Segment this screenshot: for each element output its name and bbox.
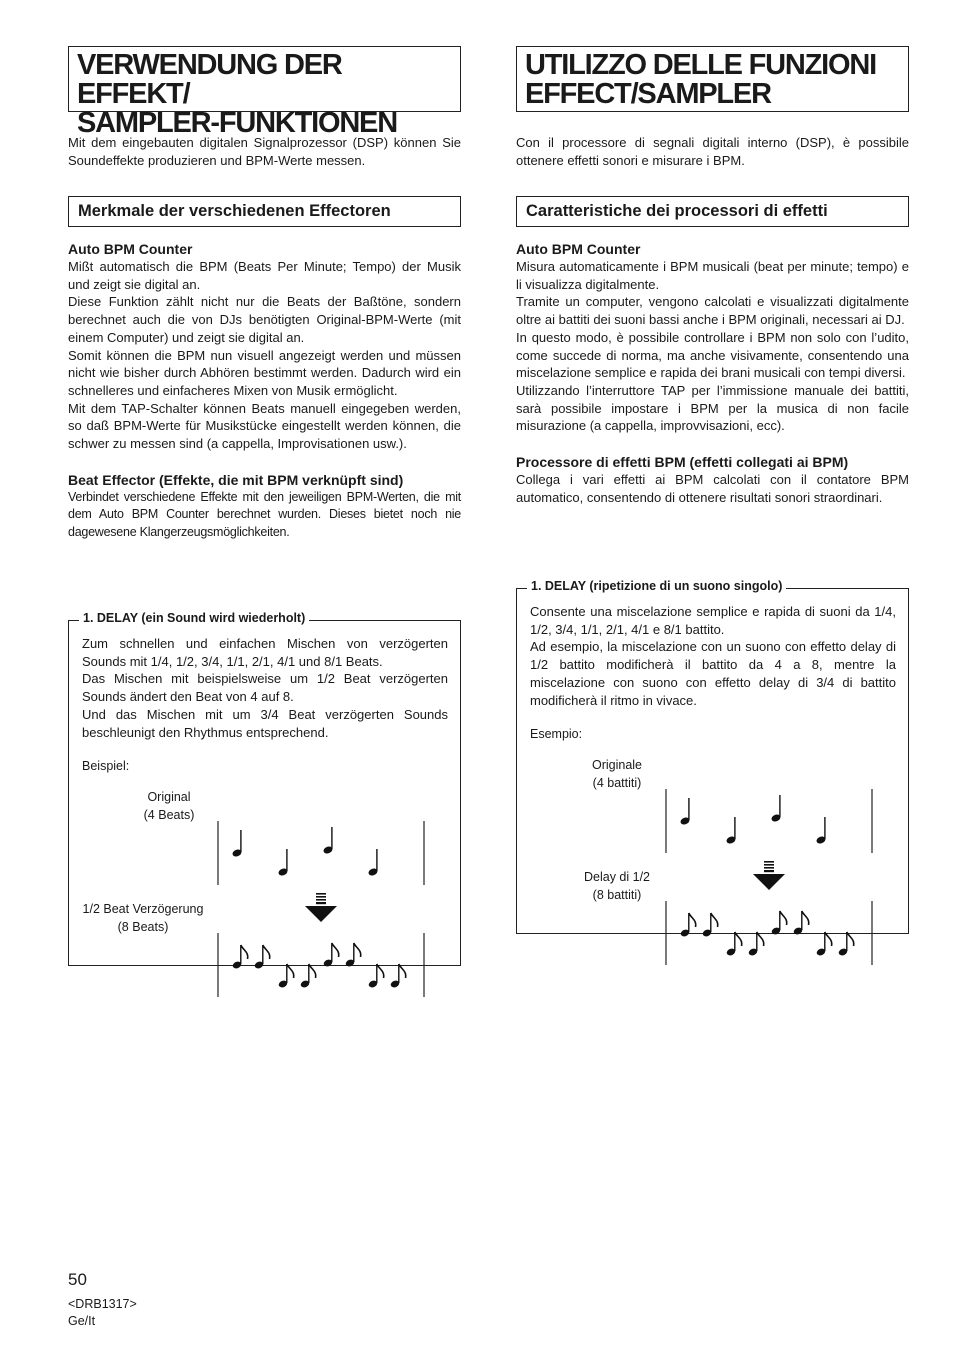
paragraph: In questo modo, è possibile controllare i BPM non solo con l’udito, come succede di norma, ma anche visivamente, consentendo una miscelazione semplice e rapida dei brani musicali con tempi diversi.: [516, 329, 909, 381]
quarter-note-icon: [679, 798, 690, 826]
paragraph: Diese Funktion zählt nicht nur die Beats der Baßtöne, sondern berechnet auch die von DJs benötigten Original-BPM-Werte (mit einem Computer) und zeigt sie digital an.: [68, 294, 461, 345]
box-title: 1. DELAY (ripetizione di un suono singolo): [527, 579, 786, 593]
beat-effector-heading: Beat Effector (Effekte, die mit BPM verknüpft sind): [68, 471, 404, 488]
section-body: [68, 240, 461, 542]
auto-bpm-heading: Auto BPM Counter: [68, 241, 193, 257]
eighth-note-icon: [816, 932, 832, 957]
paragraph: Zum schnellen und einfachen Mischen von verzögerten Sounds mit 1/4, 1/2, 3/4, 1/1, 2/1, 4/1 und 8/1 Beats.: [82, 636, 448, 669]
eighth-note-icon: [368, 964, 384, 989]
label-line: (8 battiti): [592, 888, 642, 902]
box-text: [530, 603, 896, 709]
page-title-italian: [516, 46, 909, 112]
quarter-note-icon: [725, 817, 736, 845]
document-code: <DRB1317>: [68, 1297, 137, 1311]
label-line: Original: [147, 790, 191, 804]
paragraph: Das Mischen mit beispielsweise um 1/2 Beat verzögerten Sounds ändert den Beat von 4 auf 8.: [82, 671, 448, 705]
right-column: [516, 46, 909, 902]
eighth-note-icon: [793, 911, 809, 936]
original-label: [557, 756, 677, 792]
label-line: 1/2 Beat Verzögerung: [82, 902, 204, 916]
section-heading: Merkmale der verschiedenen Effectoren: [68, 196, 461, 227]
paragraph: Somit können die BPM nun visuell angezeigt werden und müssen nicht wie bisher durch Abhören bestimmt werden. Dadurch wird ein schnelleres und einfacheres Mixen von Musik ermöglicht.: [68, 347, 461, 398]
original-beats-staff: [665, 789, 875, 853]
paragraph: Mißt automatisch die BPM (Beats Per Minute; Tempo) der Musik und zeigt sie digital an.: [68, 259, 461, 292]
eighth-note-icon: [726, 932, 742, 957]
label-line: Originale: [591, 758, 643, 772]
quarter-note-icon: [770, 795, 781, 823]
page-number: 50: [68, 1270, 87, 1289]
section-heading: Caratteristiche dei processori di effetti: [516, 196, 909, 227]
delay-label: [69, 900, 217, 936]
beat-effector-heading: Processore di effetti BPM (effetti collegati ai BPM): [516, 454, 849, 471]
box-title: 1. DELAY (ein Sound wird wiederholt): [79, 611, 309, 625]
eighth-note-icon: [680, 913, 696, 938]
delay-example-box: [68, 611, 461, 966]
eighth-note-icon: [771, 911, 787, 936]
quarter-note-icon: [231, 830, 242, 858]
title-line: EFFECT/SAMPLER: [525, 78, 771, 110]
paragraph: Und das Mischen mit um 3/4 Beat verzögerten Sounds beschleunigt den Rhythmus entsprechend.: [82, 706, 448, 740]
language-code: Ge/It: [68, 1314, 96, 1328]
intro-text: Mit dem eingebauten digitalen Signalprozessor (DSP) können Sie Soundeffekte produzieren und BPM-Werte messen.: [68, 135, 461, 168]
down-arrow-icon: [753, 861, 785, 891]
eighth-note-icon: [254, 945, 270, 970]
delayed-beats-staff: [217, 933, 427, 997]
eighth-note-icon: [323, 943, 339, 968]
quarter-note-icon: [367, 849, 378, 877]
page-title-german: [68, 46, 461, 139]
quarter-note-icon: [815, 817, 826, 845]
section-body: [516, 240, 909, 506]
delay-example-box: [516, 579, 909, 934]
eighth-note-icon: [278, 964, 294, 989]
quarter-note-icon: [277, 849, 288, 877]
label-line: (4 battiti): [592, 776, 642, 790]
title-line: UTILIZZO DELLE FUNZIONI: [525, 49, 876, 81]
eighth-note-icon: [702, 913, 718, 938]
original-beats-staff: [217, 821, 427, 885]
paragraph: Collega i vari effetti ai BPM calcolati con il contatore BPM automatico, consentendo di ottenere risultati sonori straordinari.: [516, 472, 909, 505]
eighth-note-icon: [232, 945, 248, 970]
title-line: SAMPLER-FUNKTIONEN: [77, 107, 397, 139]
eighth-note-icon: [390, 964, 406, 989]
down-arrow-icon: [305, 893, 337, 923]
auto-bpm-heading: Auto BPM Counter: [516, 241, 641, 257]
paragraph: Consente una miscelazione semplice e rapida di suoni da 1/4, 1/2, 3/4, 1/1, 2/1, 4/1 e 8/1 battito.: [530, 604, 896, 637]
title-line: VERWENDUNG DER EFFEKT/: [77, 49, 342, 110]
eighth-note-icon: [748, 932, 764, 957]
left-column: [68, 46, 461, 934]
box-text: [82, 635, 448, 741]
eighth-note-icon: [838, 932, 854, 957]
paragraph: Utilizzando l’interruttore TAP per l’immissione manuale dei battiti, sarà possibile impostare i BPM per la musica di non facile misurazione (a cappella, improvvisazioni, ecc).: [516, 382, 909, 434]
eighth-note-icon: [345, 943, 361, 968]
eighth-note-icon: [300, 964, 316, 989]
label-line: Delay di 1/2: [583, 870, 650, 884]
delay-label: [557, 868, 677, 904]
delayed-beats-staff: [665, 901, 875, 965]
paragraph: Ad esempio, la miscelazione con un suono con effetto delay di 1/2 battito modificherà il battito da 4 a 8, mentre la miscelazione con suono con effetto delay di 3/4 di battito modificherà il ritmo in vivace.: [530, 639, 896, 708]
paragraph: Tramite un computer, vengono calcolati e visualizzati digitalmente oltre ai battiti dei suoni bassi anche i BPM originali, necessari ai DJ.: [516, 294, 909, 328]
page-footer: [68, 1270, 137, 1330]
example-label: Esempio:: [530, 727, 583, 741]
label-line: (4 Beats): [143, 808, 195, 822]
paragraph: Mit dem TAP-Schalter können Beats manuell eingegeben werden, so daß BPM-Werte für Musikstücke eingestellt werden können, die schwer zu messen sind (a cappella, Improvisationen usw.).: [68, 400, 461, 452]
example-label: Beispiel:: [82, 759, 130, 773]
intro-text: Con il processore di segnali digitali interno (DSP), è possibile ottenere effetti sonori e misurare i BPM.: [516, 135, 909, 168]
paragraph: Verbindet verschiedene Effekte mit den jeweiligen BPM-Werten, die mit dem Auto BPM Counter berechnet wurden. Dieses bietet noch nie dagewesene Klangerzeugsmöglichkeiten.: [68, 489, 461, 540]
label-line: (8 Beats): [117, 920, 169, 934]
quarter-note-icon: [322, 827, 333, 855]
original-label: [109, 788, 229, 824]
paragraph: Misura automaticamente i BPM musicali (beat per minute; tempo) e li visualizza digitalmente.: [516, 259, 909, 292]
